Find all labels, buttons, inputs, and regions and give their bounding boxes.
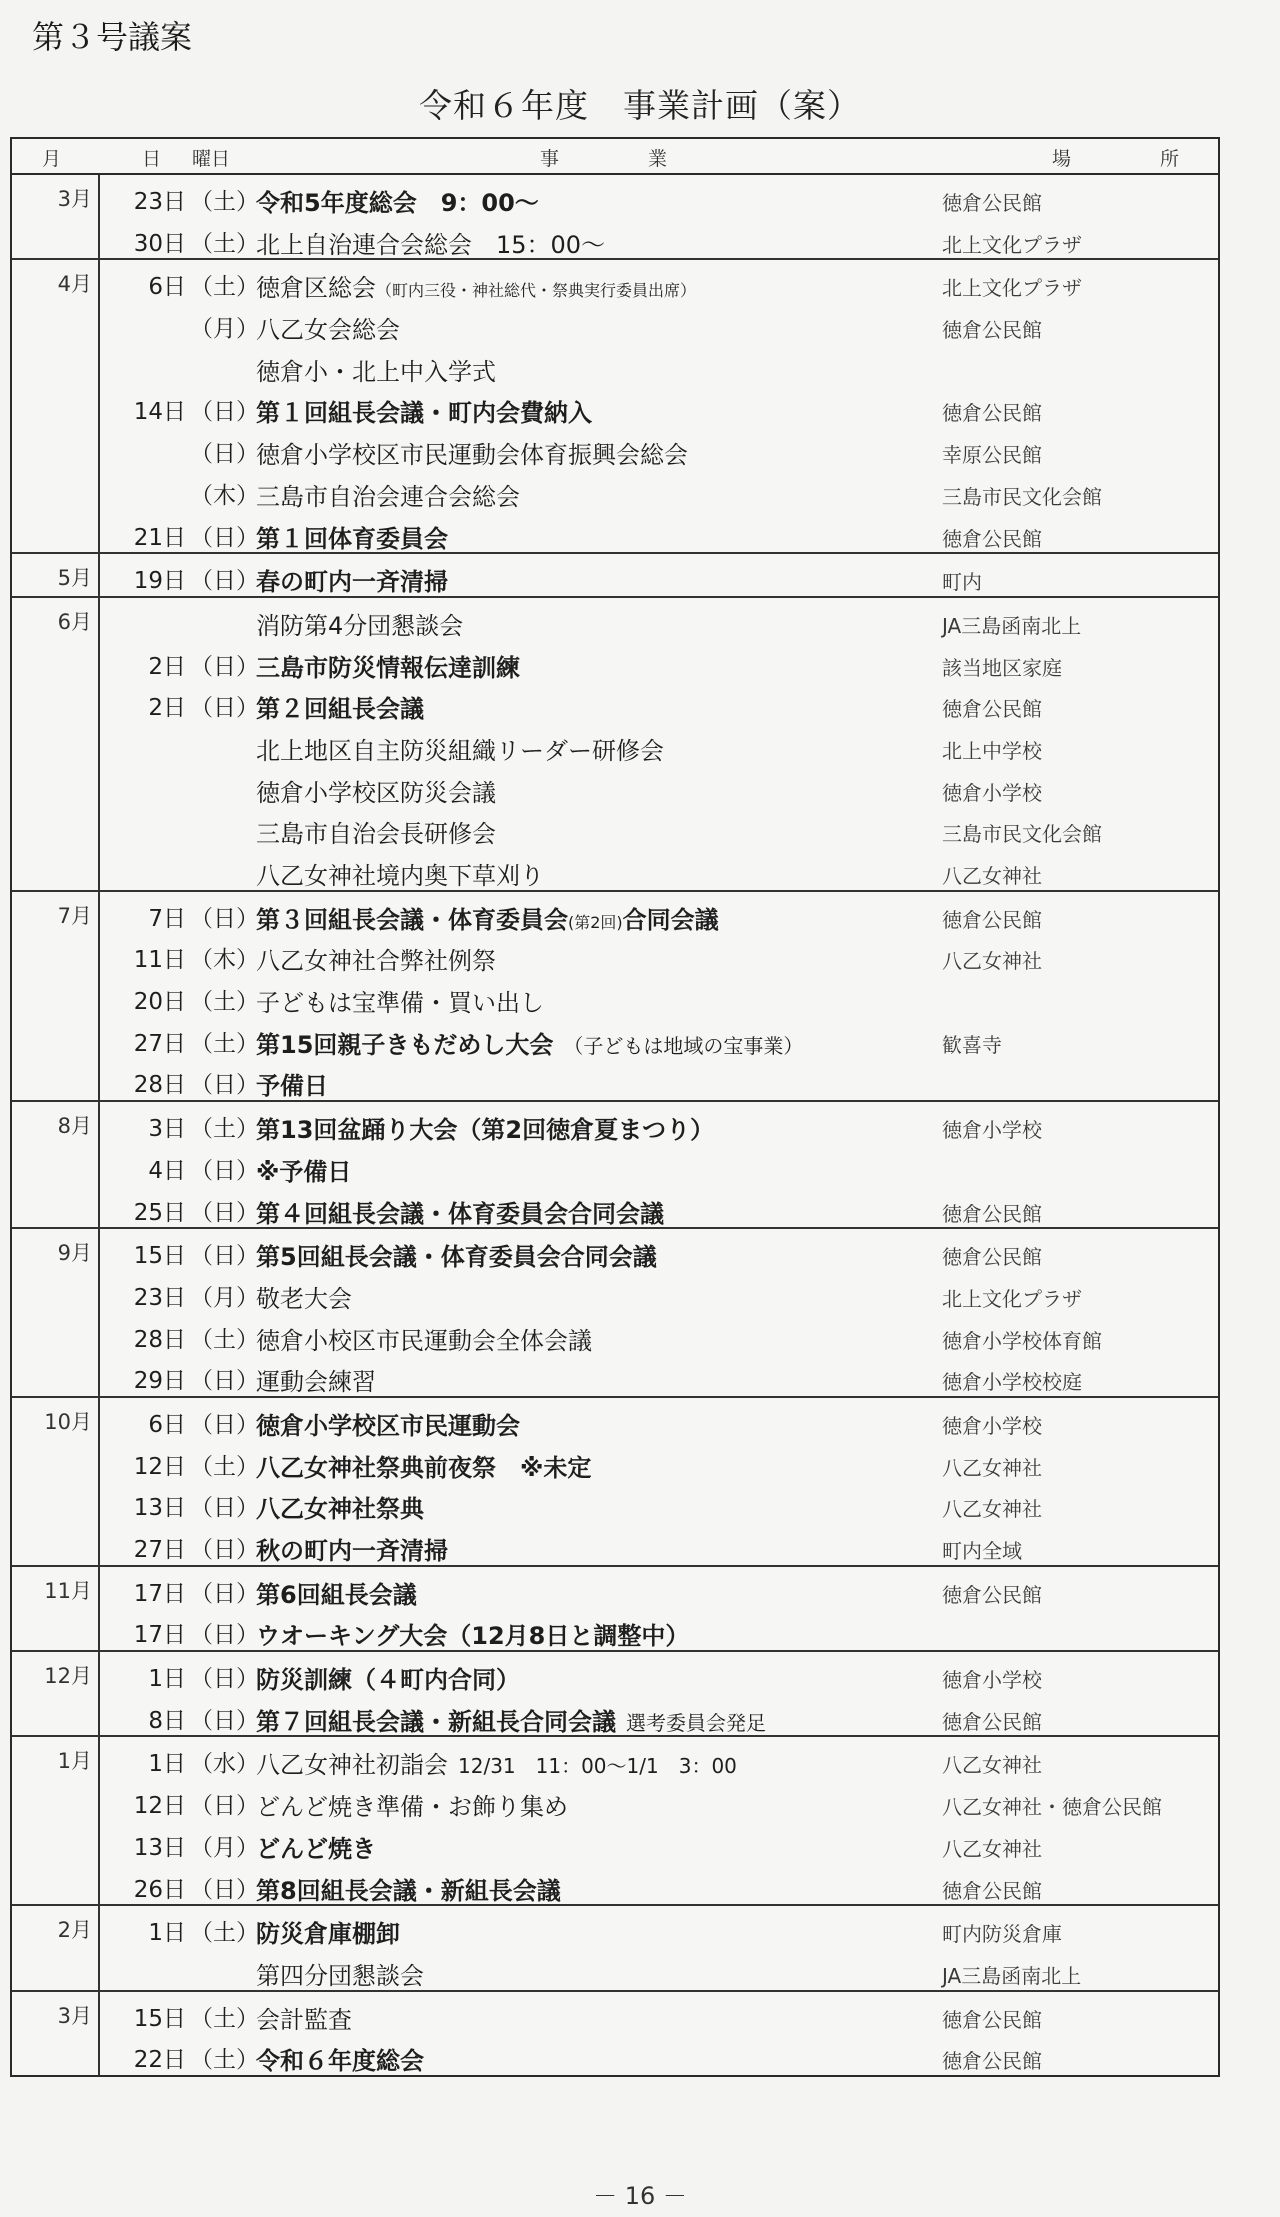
month-cell: 1月 xyxy=(57,1749,92,1774)
event-cell xyxy=(256,900,719,935)
weekday-cell: （土） xyxy=(190,989,259,1016)
location-cell: 徳倉公民館 xyxy=(942,1201,1042,1226)
event-cell xyxy=(256,1066,328,1101)
event-text: 令和5年度総会 9：00～ xyxy=(256,189,539,217)
event-cell xyxy=(256,1914,400,1949)
month-block xyxy=(12,1102,1218,1229)
weekday-cell: （日） xyxy=(190,1411,259,1438)
event-cell xyxy=(256,1152,351,1187)
event-text: 第15回親子きもだめし大会 xyxy=(256,1030,554,1059)
event-text: 徳倉小学校区防災会議 xyxy=(256,778,496,807)
table-row xyxy=(12,554,1218,596)
event-tail: 合同会議 xyxy=(622,905,719,934)
event-cell xyxy=(256,1702,766,1737)
table-row xyxy=(12,933,1218,975)
document-title: 令和６年度 事業計画（案） xyxy=(419,86,861,125)
location-cell: 徳倉公民館 xyxy=(942,2007,1042,2032)
event-text: 令和６年度総会 xyxy=(256,2047,424,2076)
month-block xyxy=(12,1992,1218,2075)
weekday-cell: （日） xyxy=(190,1580,259,1607)
event-cell xyxy=(256,2041,424,2076)
event-text: 消防第4分団懇談会 xyxy=(256,611,464,640)
header-weekday: 曜日 xyxy=(192,148,231,170)
event-cell xyxy=(256,562,448,597)
event-text: 秋の町内一斉清掃 xyxy=(256,1537,448,1565)
event-cell xyxy=(256,773,496,808)
event-cell xyxy=(256,1362,376,1397)
location-cell: 八乙女神社 xyxy=(942,864,1042,888)
location-cell: 該当地区家庭 xyxy=(942,655,1062,680)
weekday-cell: （日） xyxy=(190,1157,259,1184)
table-row xyxy=(12,975,1218,1017)
event-cell xyxy=(256,983,544,1018)
table-row xyxy=(12,1354,1218,1396)
table-row xyxy=(12,1102,1218,1144)
event-cell xyxy=(256,1871,561,1906)
weekday-cell: （日） xyxy=(190,1876,259,1903)
weekday-cell: （日） xyxy=(190,905,259,932)
location-cell: 徳倉公民館 xyxy=(942,191,1042,215)
location-cell: 八乙女神社・徳倉公民館 xyxy=(942,1795,1162,1820)
month-cell: 7月 xyxy=(57,903,92,928)
weekday-cell: （土） xyxy=(190,274,259,301)
event-text: 春の町内一斉清掃 xyxy=(256,568,448,597)
month-block xyxy=(12,598,1218,892)
location-cell: 徳倉小学校 xyxy=(942,780,1042,805)
weekday-cell: （日） xyxy=(190,1072,259,1099)
month-block xyxy=(12,1906,1218,1991)
table-row xyxy=(12,1229,1218,1271)
location-cell: 幸原公民館 xyxy=(942,443,1042,468)
table-row xyxy=(12,1863,1218,1905)
event-text: ウオーキング大会（12月8日と調整中） xyxy=(256,1622,690,1651)
event-cell xyxy=(256,1279,352,1314)
event-text: 三島市自治会長研修会 xyxy=(256,820,496,849)
event-cell xyxy=(256,519,448,554)
location-cell: 徳倉公民館 xyxy=(942,2049,1042,2074)
day-cell: 17日 xyxy=(133,1580,186,1607)
event-text: 第5回組長会議・体育委員会合同会議 xyxy=(256,1243,657,1272)
event-text: 八乙女会総会 xyxy=(256,316,400,345)
event-text: 予備日 xyxy=(256,1072,328,1101)
table-row xyxy=(12,1652,1218,1694)
table-row xyxy=(12,1017,1218,1059)
weekday-cell: （月） xyxy=(190,316,259,343)
event-text: 防災訓練（４町内合同） xyxy=(256,1666,520,1695)
location-cell: 徳倉公民館 xyxy=(942,1245,1042,1270)
event-cell xyxy=(256,1829,376,1864)
day-cell: 11日 xyxy=(133,947,186,974)
location-cell: 徳倉小学校 xyxy=(942,1413,1042,1438)
event-text: 北上自治連合会総会 15：00～ xyxy=(256,230,606,259)
day-cell: 15日 xyxy=(133,1243,186,1270)
day-cell: 27日 xyxy=(133,1537,186,1563)
event-text: 八乙女神社祭典前夜祭 ※未定 xyxy=(256,1453,592,1482)
location-cell: 三島市民文化会館 xyxy=(942,822,1102,847)
day-cell: 2日 xyxy=(148,695,186,722)
weekday-cell: （土） xyxy=(190,2005,259,2032)
event-text: 北上地区自主防災組織リーダー研修会 xyxy=(256,736,664,765)
day-cell: 30日 xyxy=(133,230,186,257)
location-cell: 町内防災倉庫 xyxy=(942,1922,1062,1947)
day-cell: 14日 xyxy=(133,399,186,426)
location-cell: 八乙女神社 xyxy=(942,1836,1042,1861)
event-cell xyxy=(256,689,424,724)
event-cell xyxy=(256,1575,417,1610)
location-cell: 歓喜寺 xyxy=(942,1032,1002,1057)
event-text: ※予備日 xyxy=(256,1157,352,1186)
location-cell: JA三島函南北上 xyxy=(942,1963,1082,1988)
day-cell: 13日 xyxy=(133,1834,186,1861)
location-cell: JA三島函南北上 xyxy=(942,613,1082,638)
weekday-cell: （日） xyxy=(190,695,259,722)
weekday-cell: （日） xyxy=(190,1537,259,1563)
day-cell: 12日 xyxy=(133,1453,186,1480)
event-text: 会計監査 xyxy=(256,2005,352,2034)
day-cell: 28日 xyxy=(133,1326,186,1353)
table-row xyxy=(12,385,1218,427)
event-text: 八乙女神社祭典 xyxy=(256,1495,424,1524)
table-row xyxy=(12,344,1218,386)
header-event-2: 業 xyxy=(648,148,668,170)
month-cell: 2月 xyxy=(57,1918,92,1943)
location-cell: 徳倉公民館 xyxy=(942,318,1042,343)
weekday-cell: （日） xyxy=(190,1199,259,1226)
event-cell xyxy=(256,1787,568,1822)
weekday-cell: （日） xyxy=(190,1666,259,1693)
event-text: 第6回組長会議 xyxy=(256,1580,417,1609)
location-cell: 町内全域 xyxy=(942,1539,1022,1563)
day-cell: 17日 xyxy=(133,1622,186,1649)
header-day: 日 xyxy=(142,148,162,170)
event-cell xyxy=(256,1531,448,1566)
table-row xyxy=(12,1694,1218,1736)
weekday-cell: （土） xyxy=(190,189,259,215)
table-row xyxy=(12,1144,1218,1186)
table-row xyxy=(12,427,1218,469)
weekday-cell: （水） xyxy=(190,1751,259,1778)
table-row xyxy=(12,469,1218,511)
event-cell xyxy=(256,2000,352,2035)
weekday-cell: （土） xyxy=(190,230,259,257)
weekday-cell: （月） xyxy=(190,1834,259,1861)
day-cell: 6日 xyxy=(148,274,186,301)
table-row xyxy=(12,1567,1218,1609)
table-row xyxy=(12,1948,1218,1990)
month-block xyxy=(12,1229,1218,1398)
day-cell: 4日 xyxy=(148,1157,186,1184)
day-cell: 8日 xyxy=(148,1707,186,1734)
page-number: － 16 － xyxy=(593,2182,687,2210)
event-note: （子どもは地域の宝事業） xyxy=(563,1033,804,1058)
event-text: 三島市自治会連合会総会 xyxy=(256,482,520,511)
month-block xyxy=(12,175,1218,260)
event-cell xyxy=(256,1110,714,1145)
location-cell: 八乙女神社 xyxy=(942,1753,1042,1778)
day-cell: 21日 xyxy=(133,524,186,551)
event-text: 第４回組長会議・体育委員会合同会議 xyxy=(256,1199,664,1228)
location-cell: 三島市民文化会館 xyxy=(942,484,1102,509)
event-cell xyxy=(256,606,463,641)
location-cell: 町内 xyxy=(942,570,982,595)
event-cell xyxy=(256,225,605,260)
day-cell: 23日 xyxy=(133,1284,186,1311)
event-cell xyxy=(256,814,496,849)
event-cell xyxy=(256,1448,591,1483)
day-cell: 7日 xyxy=(148,905,186,932)
month-cell: 4月 xyxy=(57,272,92,297)
weekday-cell: （月） xyxy=(190,1284,259,1311)
header-place-2: 所 xyxy=(1160,148,1180,170)
table-row xyxy=(12,1186,1218,1228)
table-row xyxy=(12,1523,1218,1565)
day-cell: 19日 xyxy=(133,568,186,595)
event-text: 徳倉小学校区市民運動会体育振興会総会 xyxy=(256,441,688,470)
location-cell: 徳倉小学校体育館 xyxy=(942,1328,1102,1353)
document-label: 第３号議案 xyxy=(32,18,193,56)
month-cell: 12月 xyxy=(44,1664,92,1689)
table-row xyxy=(12,1440,1218,1482)
event-text: 徳倉小校区市民運動会全体会議 xyxy=(256,1326,592,1355)
weekday-cell: （土） xyxy=(190,1920,259,1947)
day-cell: 22日 xyxy=(133,2047,186,2074)
day-cell: 27日 xyxy=(133,1030,186,1057)
event-cell xyxy=(256,393,592,428)
event-text: 第8回組長会議・新組長会議 xyxy=(256,1876,561,1905)
table-row xyxy=(12,723,1218,765)
day-cell: 26日 xyxy=(133,1876,186,1903)
day-cell: 12日 xyxy=(133,1793,186,1820)
table-row xyxy=(12,765,1218,807)
month-block xyxy=(12,1398,1218,1567)
month-cell: 8月 xyxy=(57,1114,92,1139)
weekday-cell: （土） xyxy=(190,1326,259,1353)
event-text: 八乙女神社境内奥下草刈り xyxy=(256,862,544,890)
event-text: 第１回体育委員会 xyxy=(256,524,448,553)
event-note: (第2回) xyxy=(568,912,623,932)
month-block xyxy=(12,1652,1218,1737)
month-cell: 9月 xyxy=(57,1241,92,1266)
event-cell xyxy=(256,856,544,891)
event-text: 子どもは宝準備・買い出し xyxy=(256,989,544,1018)
month-cell: 6月 xyxy=(57,609,92,634)
location-cell: 徳倉公民館 xyxy=(942,1709,1042,1734)
location-cell: 徳倉小学校 xyxy=(942,1118,1042,1143)
location-cell: 北上文化プラザ xyxy=(942,276,1082,301)
header-event-1: 事 xyxy=(540,148,560,170)
event-cell xyxy=(256,1321,592,1356)
weekday-cell: （日） xyxy=(190,1793,259,1820)
event-cell xyxy=(256,1616,689,1651)
event-text: 敬老大会 xyxy=(256,1284,352,1313)
event-text: 徳倉小・北上中入学式 xyxy=(256,357,496,386)
day-cell: 29日 xyxy=(133,1368,186,1395)
weekday-cell: （日） xyxy=(190,1368,259,1395)
table-row xyxy=(12,640,1218,682)
weekday-cell: （日） xyxy=(190,1243,259,1270)
header-place-1: 場 xyxy=(1052,148,1072,170)
event-note: 12/31 11：00～1/1 3：00 xyxy=(458,1754,737,1779)
table-row xyxy=(12,1737,1218,1779)
day-cell: 6日 xyxy=(148,1411,186,1438)
event-cell xyxy=(256,352,496,387)
day-cell: 1日 xyxy=(148,1666,186,1693)
event-cell xyxy=(256,1489,424,1524)
table-row xyxy=(12,1779,1218,1821)
header-month: 月 xyxy=(42,148,62,170)
weekday-cell: （日） xyxy=(190,1495,259,1522)
schedule-table xyxy=(10,137,1220,2077)
event-cell xyxy=(256,648,520,683)
weekday-cell: （木） xyxy=(190,482,259,509)
table-row xyxy=(12,1271,1218,1313)
day-cell: 3日 xyxy=(148,1116,186,1143)
table-row xyxy=(12,848,1218,890)
table-row xyxy=(12,1992,1218,2034)
month-block xyxy=(12,1737,1218,1906)
table-row xyxy=(12,1313,1218,1355)
location-cell: 北上中学校 xyxy=(942,738,1042,763)
table-row xyxy=(12,175,1218,217)
location-cell: 徳倉公民館 xyxy=(942,1878,1042,1903)
table-row xyxy=(12,302,1218,344)
event-cell xyxy=(256,435,688,470)
event-text: 第１回組長会議・町内会費納入 xyxy=(256,399,592,428)
location-cell: 徳倉公民館 xyxy=(942,1582,1042,1607)
location-cell: 徳倉小学校 xyxy=(942,1668,1042,1693)
weekday-cell: （木） xyxy=(190,947,259,974)
event-cell xyxy=(256,477,520,512)
event-text: 第７回組長会議・新組長合同会議 xyxy=(256,1707,616,1736)
event-text: 第３回組長会議・体育委員会 xyxy=(256,905,568,934)
day-cell: 15日 xyxy=(133,2005,186,2032)
table-row xyxy=(12,1398,1218,1440)
table-row xyxy=(12,892,1218,934)
month-cell: 11月 xyxy=(44,1578,92,1603)
month-block xyxy=(12,260,1218,554)
event-cell xyxy=(256,1194,664,1229)
table-header xyxy=(12,139,1218,175)
month-block xyxy=(12,1567,1218,1652)
day-cell: 28日 xyxy=(133,1072,186,1099)
event-text: どんど焼き準備・お飾り集め xyxy=(256,1793,568,1822)
table-row xyxy=(12,2033,1218,2075)
location-cell: 八乙女神社 xyxy=(942,949,1042,974)
event-cell xyxy=(256,1956,424,1991)
table-row xyxy=(12,681,1218,723)
event-text: どんど焼き xyxy=(256,1834,376,1863)
table-row xyxy=(12,217,1218,259)
day-cell: 20日 xyxy=(133,989,186,1016)
day-cell: 25日 xyxy=(133,1199,186,1226)
event-cell xyxy=(256,1660,520,1695)
event-cell xyxy=(256,731,664,766)
table-row xyxy=(12,1821,1218,1863)
location-cell: 北上文化プラザ xyxy=(942,1286,1082,1311)
event-text: 三島市防災情報伝達訓練 xyxy=(256,653,520,682)
event-note: 選考委員会発足 xyxy=(626,1710,766,1735)
location-cell: 北上文化プラザ xyxy=(942,232,1082,257)
event-note: （町内三役・神社総代・祭典実行委員出席） xyxy=(376,281,697,301)
event-text: 第２回組長会議 xyxy=(256,695,424,724)
event-cell xyxy=(256,941,496,976)
event-cell xyxy=(256,1406,520,1441)
table-body xyxy=(12,175,1218,2075)
event-cell xyxy=(256,310,400,345)
event-text: 徳倉区総会 xyxy=(256,274,376,303)
event-text: 防災倉庫棚卸 xyxy=(256,1920,400,1949)
weekday-cell: （土） xyxy=(190,1453,259,1480)
month-cell: 5月 xyxy=(57,566,92,591)
month-cell: 10月 xyxy=(44,1409,92,1434)
weekday-cell: （日） xyxy=(190,568,259,595)
event-text: 徳倉小学校区市民運動会 xyxy=(256,1411,520,1440)
event-cell xyxy=(256,1745,737,1780)
table-row xyxy=(12,806,1218,848)
weekday-cell: （土） xyxy=(190,1030,259,1057)
table-row xyxy=(12,511,1218,553)
table-row xyxy=(12,1906,1218,1948)
day-cell: 1日 xyxy=(148,1751,186,1778)
day-cell: 23日 xyxy=(133,189,186,215)
event-cell xyxy=(256,183,539,218)
table-row xyxy=(12,598,1218,640)
location-cell: 徳倉公民館 xyxy=(942,697,1042,722)
month-block xyxy=(12,554,1218,598)
event-text: 第四分団懇談会 xyxy=(256,1961,424,1990)
location-cell: 八乙女神社 xyxy=(942,1455,1042,1480)
table-row xyxy=(12,1608,1218,1650)
weekday-cell: （日） xyxy=(190,1622,259,1649)
location-cell: 徳倉公民館 xyxy=(942,907,1042,932)
month-cell: 3月 xyxy=(57,187,92,211)
weekday-cell: （日） xyxy=(190,441,259,468)
day-cell: 2日 xyxy=(148,653,186,680)
event-text: 運動会練習 xyxy=(256,1368,376,1397)
day-cell: 1日 xyxy=(148,1920,186,1947)
event-cell xyxy=(256,268,696,303)
weekday-cell: （土） xyxy=(190,1116,259,1143)
event-text: 八乙女神社合弊社例祭 xyxy=(256,947,496,976)
event-text: 第13回盆踊り大会（第2回徳倉夏まつり） xyxy=(256,1116,715,1145)
weekday-cell: （土） xyxy=(190,2047,259,2074)
month-block xyxy=(12,892,1218,1102)
event-cell xyxy=(256,1237,657,1272)
location-cell: 徳倉公民館 xyxy=(942,401,1042,426)
event-cell xyxy=(256,1025,803,1060)
weekday-cell: （日） xyxy=(190,1707,259,1734)
weekday-cell: （日） xyxy=(190,399,259,426)
event-text: 八乙女神社初詣会 xyxy=(256,1751,448,1780)
table-row xyxy=(12,1058,1218,1100)
day-cell: 13日 xyxy=(133,1495,186,1522)
location-cell: 徳倉公民館 xyxy=(942,526,1042,551)
location-cell: 八乙女神社 xyxy=(942,1497,1042,1522)
table-row xyxy=(12,1481,1218,1523)
location-cell: 徳倉小学校校庭 xyxy=(942,1370,1082,1395)
weekday-cell: （日） xyxy=(190,524,259,551)
table-row xyxy=(12,260,1218,302)
weekday-cell: （日） xyxy=(190,653,259,680)
month-cell: 3月 xyxy=(57,2003,92,2028)
